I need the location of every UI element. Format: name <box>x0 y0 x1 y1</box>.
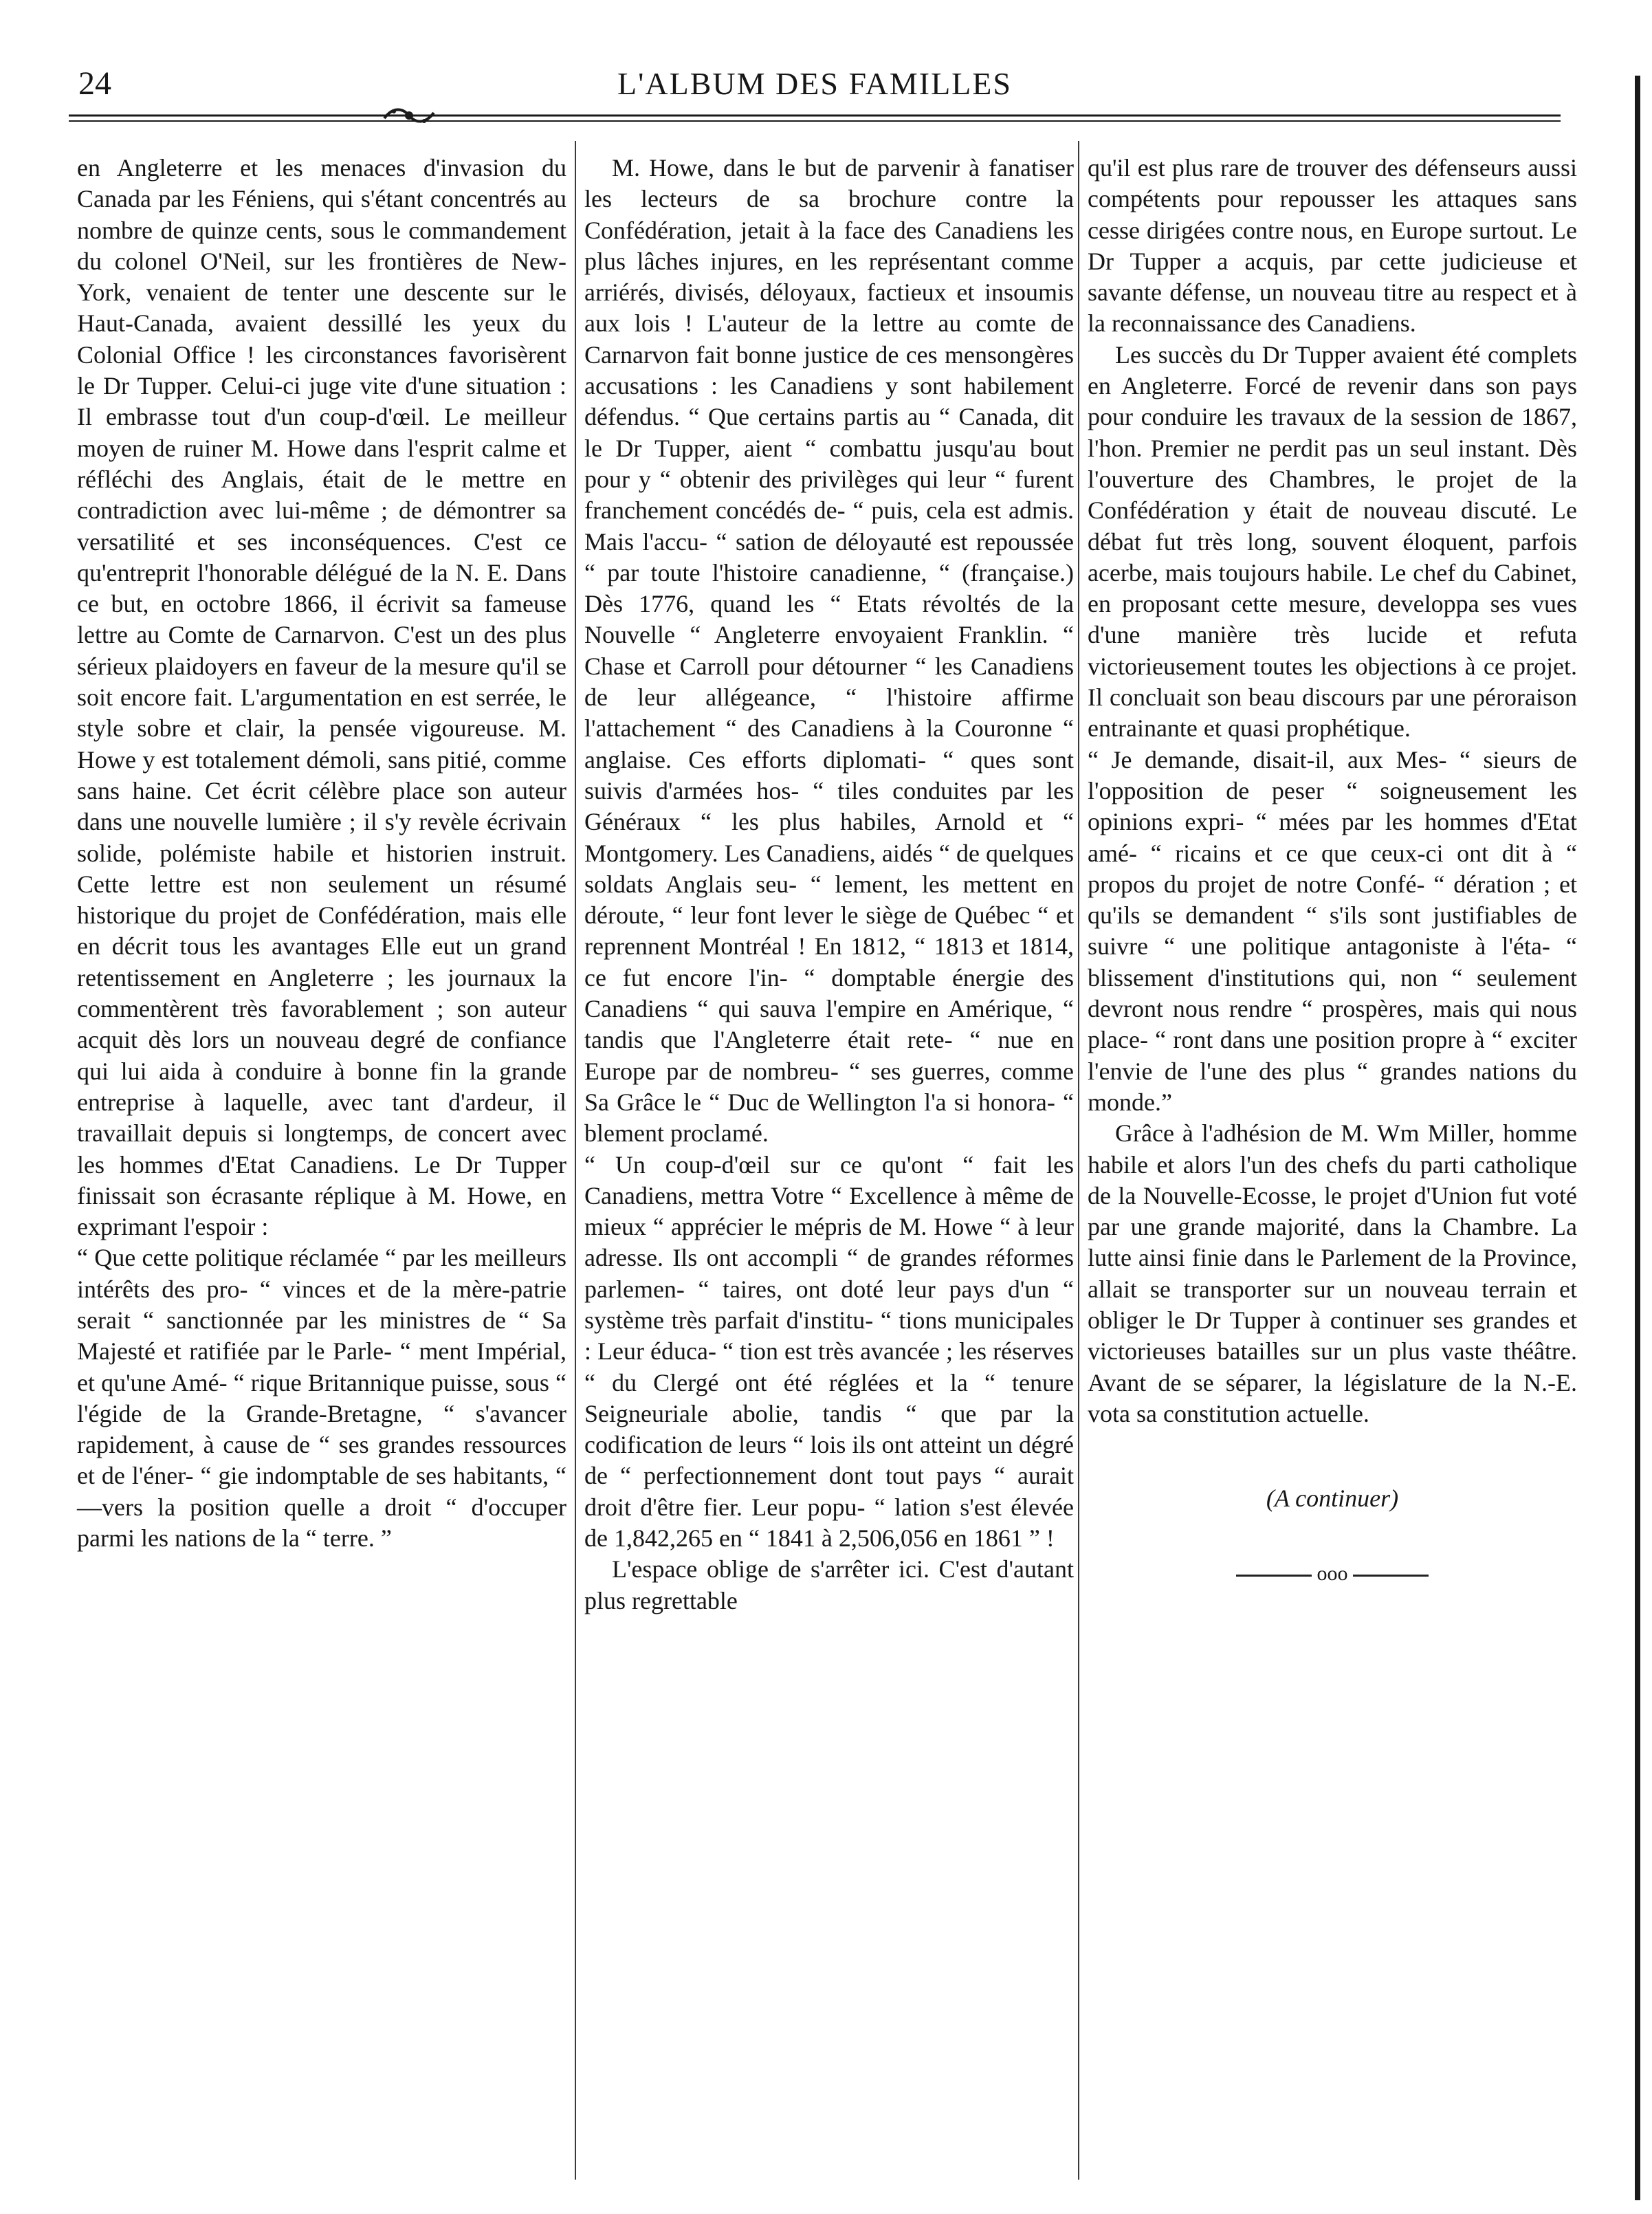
end-mark-text: ooo <box>1317 1562 1348 1586</box>
paragraph: L'espace oblige de s'arrêter ici. C'est d'autant plus regrettable <box>584 1555 1074 1614</box>
page-number: 24 <box>78 65 111 102</box>
quotation: “ Un coup-d'œil sur ce qu'ont “ fait les Canadiens, mettra Votre “ Excellence à même de mieux “ apprécier le mépris de M. Howe “ à leur adresse. Ils ont accompli “ de grandes réformes parlemen- “ taires, ont doté leur pays d'un “ système très parfait d'institu- “ tions municipales : Leur éduca- “ tion est très avancée ; les réserves “ du Clergé ont été réglées et la “ tenure Seigneuriale abolie, tandis “ que par la codification de leurs “ lois ils ont atteint un dégré de “ perfectionnement dont tout pays “ aurait droit d'être fier. Leur popu- “ lation s'est élevée de 1,842,265 en “ 1841 à 2,506,056 en 1861 ” ! <box>584 1150 1074 1553</box>
header-double-rule <box>69 109 1561 129</box>
journal-title: L'ALBUM DES FAMILLES <box>617 66 1012 101</box>
column-divider <box>575 141 576 2180</box>
quotation: “ Je demande, disait-il, aux Mes- “ sieurs de l'opposition de peser “ soigneusement les opinions expri- “ mées par les hommes d'Etat amé- “ ricains et ce que ceux-ci ont dit à “ propos du projet de notre Confé- “ dération ; et qu'ils se demandent “ s'ils sont justifiables de suivre “ une politique antagoniste à l'éta- “ blissement d'institutions qui, non “ seulement devront nous rendre “ prospères, mais qui nous place- “ ront dans une position propre à “ exciter l'envie de l'une des plus “ grandes nations du monde.” <box>1088 745 1577 1116</box>
paragraph: en Angleterre et les menaces d'invasion du Canada par les Féniens, qui s'étant concentrés au nombre de quinze cents, sous le commandement du colonel O'Neil, sur les frontières de New-York, venaient de tenter une descente sur le Haut-Canada, avaient dessillé les yeux du Colonial Office ! les circonstances favorisèrent le Dr Tupper. Celui-ci juge vite d'une situation : Il embrasse tout d'un coup-d'œil. Le meilleur moyen de ruiner M. Howe dans l'esprit calme et réfléchi des Anglais, était de le mettre en contradiction avec lui-même ; de démontrer sa versatilité et ses inconséquences. C'est ce qu'entreprit l'honorable délégué de la N. E. Dans ce but, en octobre 1866, il écrivit sa fameuse lettre au Comte de Carnarvon. C'est un des plus sérieux plaidoyers en faveur de la mesure qu'il se soit encore fait. L'argumentation en est serrée, le style sobre et clair, la pensée vigoureuse. M. Howe y est totalement démoli, sans pitié, comme sans haine. Cet écrit célèbre place son auteur dans une nouvelle lumière ; il s'y revèle écrivain solide, polémiste habile et historien instruit. Cette lettre est non seulement un résumé historique du projet de Confédération, mais elle en décrit tous les avantages Elle eut un grand retentissement en Angleterre ; les journaux la commentèrent très favorablement ; son auteur acquit dès lors un nouveau degré de confiance qui lui aida à conduire à bonne fin la grande entreprise à laquelle, avec tant d'ardeur, il travaillait depuis si longtemps, de concert avec les hommes d'Etat Canadiens. Le Dr Tupper finissait son écrasante réplique à M. Howe, en exprimant l'espoir : <box>77 154 566 1241</box>
page-header <box>69 65 1561 103</box>
header-ornament-icon <box>382 103 437 128</box>
article-column-3 <box>1088 153 1577 1590</box>
article-column-2 <box>584 153 1074 1616</box>
column-divider <box>1078 141 1079 2180</box>
end-dash-left <box>1236 1575 1312 1577</box>
paragraph: qu'il est plus rare de trouver des défenseurs aussi compétents pour repousser les attaques sans cesse dirigées contre nous, en Europe surtout. Le Dr Tupper a acquis, par cette judicieuse et savante défense, un nouveau titre au respect et à la reconnaissance des Canadiens. <box>1088 154 1577 338</box>
quotation: “ Que cette politique réclamée “ par les meilleurs intérêts des pro- “ vinces et de la mère-patrie serait “ sanctionnée par les ministres de “ Sa Majesté et ratifiée par le Parle- “ ment Impérial, et qu'une Amé- “ rique Britannique puisse, sous “ l'égide de la Grande-Bretagne, “ s'avancer rapidement, à cause de “ ses grandes ressources et de l'éner- “ gie indomptable de ses habitants, “ —vers la position quelle a droit “ d'occuper parmi les nations de la “ terre. ” <box>77 1244 566 1553</box>
end-mark <box>1088 1558 1577 1589</box>
paragraph: Les succès du Dr Tupper avaient été complets en Angleterre. Forcé de revenir dans son pays pour conduire les travaux de la session de 1867, l'hon. Premier ne perdit pas un seul instant. Dès l'ouverture des Chambres, le projet de la Confédération y était de nouveau discuté. Le débat fut très long, souvent éloquent, parfois acerbe, mais toujours habile. Le chef du Cabinet, en proposant cette mesure, developpa ses vues d'une manière très lucide et refuta victorieusement toutes les objections à ce projet. Il concluait son beau discours par une péroraison entrainante et quasi prophétique. <box>1088 340 1577 743</box>
right-margin-rule <box>1635 76 1640 2200</box>
paragraph: M. Howe, dans le but de parvenir à fanatiser les lecteurs de sa brochure contre la Confédération, jetait à la face des Canadiens les plus lâches injures, en les représentant comme arriérés, divisés, déloyaux, factieux et insoumis aux lois ! L'auteur de la lettre au comte de Carnarvon fait bonne justice de ces mensongères accusations : les Canadiens y sont habilement défendus. “ Que certains partis au “ Canada, dit le Dr Tupper, aient “ combattu jusqu'au bout pour y “ obtenir des privilèges qui leur “ furent franchement concédés de- “ puis, cela est admis. Mais l'accu- “ sation de déloyauté est repoussée “ par toute l'histoire canadienne, “ (française.) Dès 1776, quand les “ Etats révoltés de la Nouvelle “ Angleterre envoyaient Franklin. “ Chase et Carroll pour détourner “ les Canadiens de leur allégeance, “ l'histoire affirme l'attachement “ des Canadiens à la Couronne “ anglaise. Ces efforts diplomati- “ ques sont suivis d'armées hos- “ tiles conduites par les Généraux “ les plus habiles, Arnold et “ Montgomery. Les Canadiens, aidés “ de quelques soldats Anglais seu- “ lement, les mettent en déroute, “ leur font lever le siège de Québec “ et reprennent Montréal ! En 1812, “ 1813 et 1814, ce fut encore l'in- “ domptable énergie des Canadiens “ qui sauva l'empire en Amérique, “ tandis que l'Angleterre était rete- “ nue en Europe par de nombreu- “ ses guerres, comme Sa Grâce le “ Duc de Wellington l'a si honora- “ blement proclamé. <box>584 154 1074 1148</box>
continuation-note: (A continuer) <box>1266 1484 1399 1513</box>
paragraph: Grâce à l'adhésion de M. Wm Miller, homme habile et alors l'un des chefs du parti catholique de la Nouvelle-Ecosse, le projet d'Union fut voté par une grande majorité, dans la Chambre. La lutte ainsi finie dans le Parlement de la Province, allait se transporter sur un nouveau terrain et obliger le Dr Tupper à continuer ses grandes et victorieuses batailles sur un plus vaste théâtre. Avant de se séparer, la législature de la N.-E. vota sa constitution actuelle. <box>1088 1119 1577 1427</box>
article-column-1 <box>77 153 566 1554</box>
end-dash-right <box>1353 1575 1429 1577</box>
